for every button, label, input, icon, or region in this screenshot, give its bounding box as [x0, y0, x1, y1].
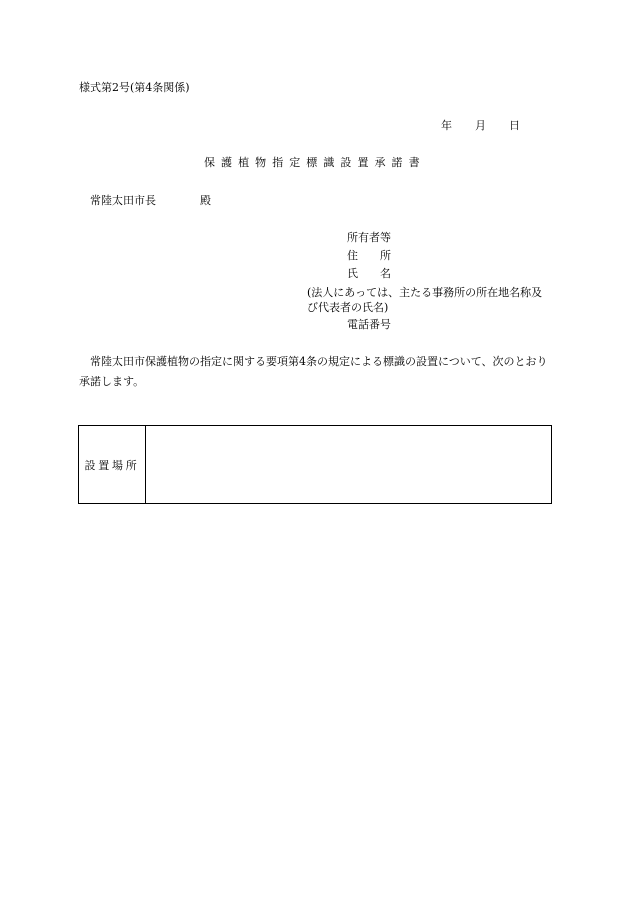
date-line [441, 119, 520, 132]
installation-place-label: 設置場所 [79, 426, 146, 503]
addressee [90, 194, 211, 207]
day-label: 日 [509, 119, 520, 132]
form-number: 様式第2号(第4条関係) [79, 81, 190, 94]
owner-address-label: 住 所 [347, 249, 391, 262]
installation-place-field[interactable] [146, 426, 551, 503]
addressee-name: 常陸太田市長 [90, 194, 156, 207]
year-label: 年 [441, 119, 452, 132]
owner-name-label: 氏 名 [347, 267, 391, 280]
month-label: 月 [475, 119, 486, 132]
phone-label: 電話番号 [347, 318, 391, 331]
document-title: 保護植物指定標識設置承諾書 [204, 156, 426, 169]
owner-block [347, 231, 391, 285]
installation-place-table [78, 425, 552, 504]
owner-note: (法人にあっては、主たる事務所の所在地名称及び代表者の氏名) [307, 286, 543, 314]
owner-header: 所有者等 [347, 231, 391, 244]
consent-statement: 常陸太田市保護植物の指定に関する要項第4条の規定による標識の設置について、次のとおり承諾します。 [79, 355, 548, 388]
addressee-honorific: 殿 [200, 194, 211, 207]
